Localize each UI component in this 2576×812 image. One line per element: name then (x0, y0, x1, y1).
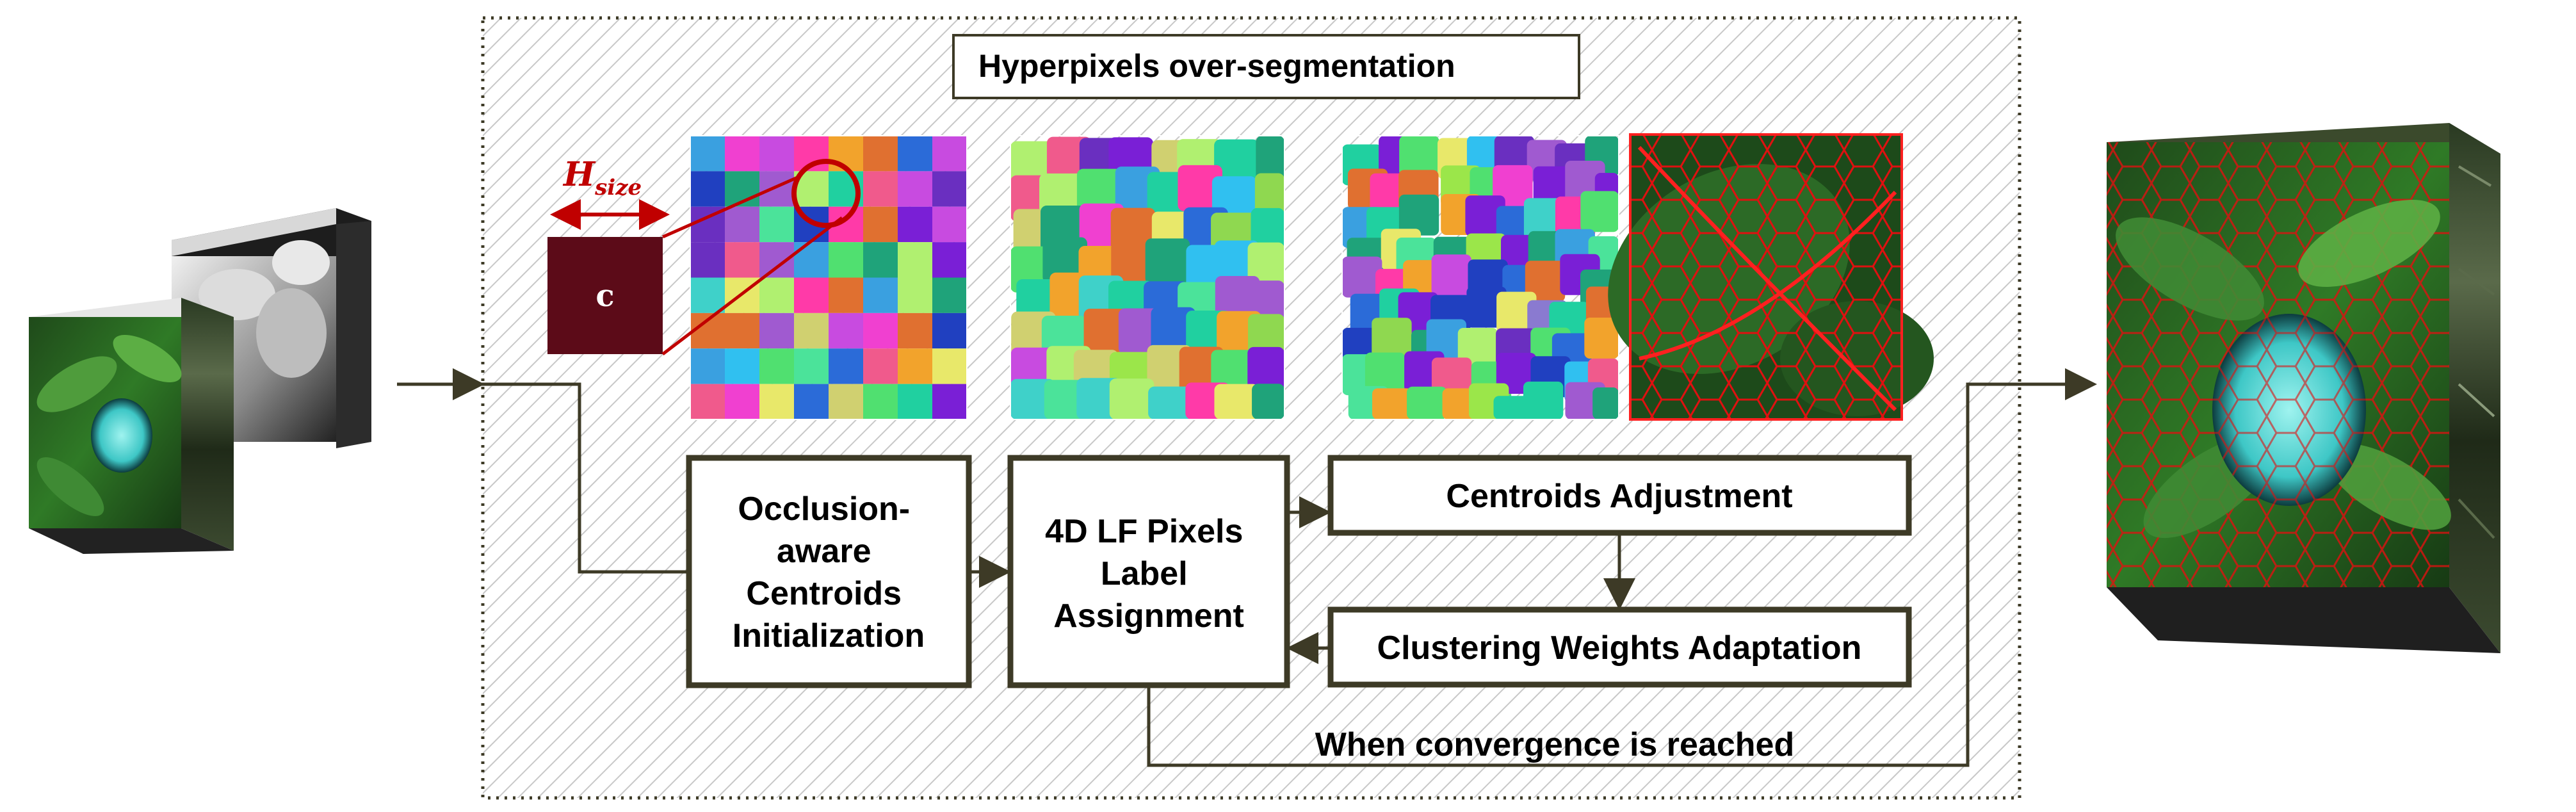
superpixel-cell (690, 242, 725, 277)
superpixel-cell (725, 207, 759, 242)
superpixel-cell (898, 384, 932, 419)
regular-grid-thumbnail (690, 136, 967, 419)
superpixel-cell (759, 171, 794, 206)
superpixel-cell (690, 384, 725, 419)
assign-box-label: 4D LF Pixels Label Assignment (1045, 513, 1244, 635)
refined-superpixels-thumbnail (1342, 136, 1619, 419)
panel-title: Hyperpixels over-segmentation (978, 48, 1455, 84)
init-box-label: Occlusion- aware Centroids Initialization (732, 491, 925, 654)
superpixel-cell (829, 313, 863, 348)
superpixel-cell (863, 384, 898, 419)
superpixel-cell (898, 313, 932, 348)
superpixel-cell (725, 348, 759, 384)
superpixel-cell (759, 384, 794, 419)
superpixel-cell (932, 278, 967, 313)
input-lightfield-icon (28, 208, 371, 554)
superpixel-cell (932, 242, 967, 277)
superpixel-cell (863, 313, 898, 348)
superpixel-cell (759, 278, 794, 313)
superpixel-cell (932, 136, 967, 171)
superpixel-cell (794, 384, 829, 419)
superpixel-cell (1372, 388, 1412, 419)
superpixel-cell (898, 278, 932, 313)
superpixel-cell (829, 278, 863, 313)
superpixel-cell (1432, 254, 1471, 295)
superpixel-cell (932, 313, 967, 348)
superpixel-cell (932, 384, 967, 419)
output-segmented-lightfield-icon (2100, 123, 2500, 653)
hsize-main: H (563, 155, 595, 194)
superpixel-cell (932, 348, 967, 384)
superpixel-cell (690, 348, 725, 384)
superpixel-cell (829, 348, 863, 384)
hsize-sub: size (595, 175, 642, 200)
superpixel-cell (1523, 382, 1563, 419)
superpixel-cell (725, 136, 759, 171)
superpixel-cell (794, 348, 829, 384)
superpixel-cell (898, 136, 932, 171)
superpixel-cell (863, 278, 898, 313)
superpixel-cell (759, 313, 794, 348)
superpixel-cell (794, 242, 829, 277)
superpixel-cell (725, 313, 759, 348)
superpixel-cell (1252, 384, 1284, 419)
superpixel-cell (932, 207, 967, 242)
initial-superpixels-thumbnail (1010, 136, 1284, 419)
centroid-label: c (595, 278, 615, 314)
convergence-label: When convergence is reached (1315, 726, 1795, 763)
adjust-box-label: Centroids Adjustment (1446, 478, 1793, 515)
superpixel-cell (829, 384, 863, 419)
superpixel-cell (898, 242, 932, 277)
superpixel-cell (863, 242, 898, 277)
superpixel-cell (759, 207, 794, 242)
superpixel-cell (690, 136, 725, 171)
superpixel-cell (1592, 387, 1619, 419)
superpixel-cell (1110, 378, 1154, 419)
superpixel-cell (794, 278, 829, 313)
superpixel-cell (794, 313, 829, 348)
superpixel-cell (863, 136, 898, 171)
superpixel-cell (759, 348, 794, 384)
superpixel-cell (690, 171, 725, 206)
superpixel-cell (725, 384, 759, 419)
superpixel-cell (863, 207, 898, 242)
weights-box-label: Clustering Weights Adaptation (1377, 629, 1862, 667)
superpixel-cell (863, 348, 898, 384)
superpixel-cell (898, 171, 932, 206)
superpixel-cell (932, 171, 967, 206)
superpixel-cell (863, 171, 898, 206)
superpixel-cell (759, 136, 794, 171)
superpixel-cell (829, 242, 863, 277)
superpixel-cell (1580, 191, 1619, 232)
superpixel-cell (725, 242, 759, 277)
superpixel-cell (1146, 238, 1190, 284)
superpixel-cell (898, 207, 932, 242)
superpixel-cell (690, 278, 725, 313)
superpixel-cell (1407, 387, 1446, 419)
superpixel-cell (898, 348, 932, 384)
